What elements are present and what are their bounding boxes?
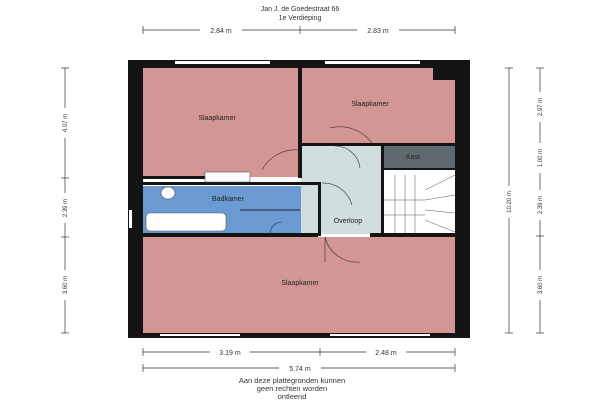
disclaimer-line-2: geen rechten worden <box>256 384 328 393</box>
dimension-top-left: 2.84 m <box>210 28 232 35</box>
dimension-left-lower: 3.60 m <box>63 275 69 295</box>
floor-subtitle: 1e Verdieping <box>278 15 322 22</box>
dimension-bottom-total: 5.74 m <box>289 366 311 373</box>
dimension-right-mid: 1.00 m <box>538 148 544 168</box>
dimension-left-upper: 4.07 m <box>63 113 69 133</box>
label-bathroom: Badkamer <box>212 196 244 203</box>
room-bedroom-top-left <box>143 68 299 177</box>
label-bedroom-top-right: Slaapkamer <box>351 101 389 108</box>
label-landing: Overloop <box>333 218 363 225</box>
dimension-bottom-left: 3.19 m <box>219 350 241 357</box>
dimension-top <box>143 26 455 34</box>
dimension-left-middle: 2.39 m <box>63 198 69 218</box>
dimension-right-total-label: 10.20 m <box>507 191 513 213</box>
dimension-right-top: 2.97 m <box>538 97 544 117</box>
label-closet: Kast <box>405 154 421 161</box>
label-bedroom-top-left: Slaapkamer <box>198 115 236 122</box>
label-bedroom-bottom: Slaapkamer <box>281 280 319 287</box>
dimension-top-right: 2.83 m <box>367 28 389 35</box>
disclaimer-line-1: Aan deze plattegronden kunnen <box>238 376 346 385</box>
room-stairs <box>384 170 455 234</box>
dimension-right-stair: 2.39 m <box>538 195 544 215</box>
dimension-bottom-right: 2.48 m <box>375 350 397 357</box>
disclaimer-line-3: ontleend <box>277 392 307 400</box>
address-title: Jan J. de Goedestraat 66 <box>260 6 340 13</box>
dimension-right-lower: 3.60 m <box>538 275 544 295</box>
